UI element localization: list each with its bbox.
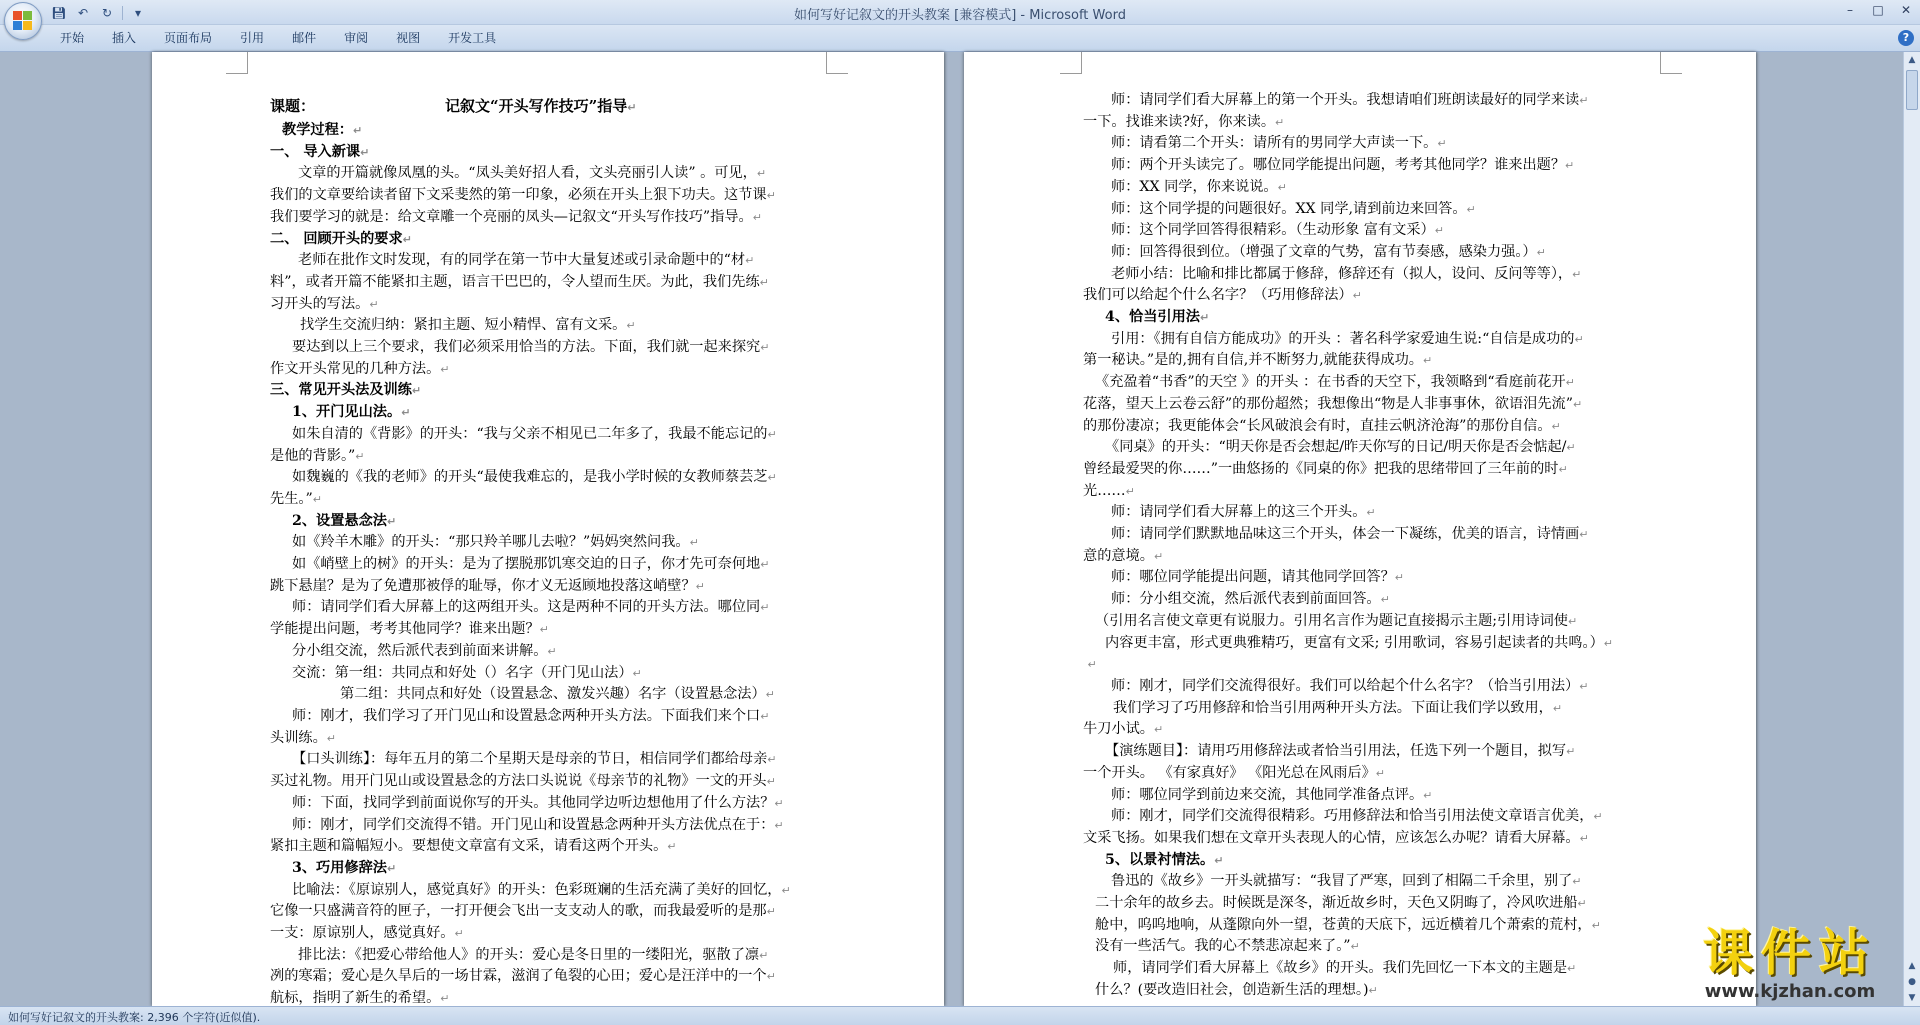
line-text: 一个开头。 《有家真好》 《阳光总在风雨后》 [1083, 764, 1376, 781]
paragraph-line [270, 511, 830, 533]
paragraph-mark-icon: ↵ [1567, 962, 1577, 976]
line-text: 引用：《拥有自信方能成功》的开头 ：著名科学家爱迪生说:“自信是成功的 [1111, 330, 1575, 347]
line-text: 3、巧用修辞法 [292, 859, 387, 876]
line-text: 4、恰当引用法 [1105, 309, 1200, 326]
paragraph-mark-icon: ↵ [1536, 245, 1546, 259]
line-text: 三、常见开头法及训练 [270, 382, 412, 399]
paragraph-mark-icon: ↵ [1579, 528, 1589, 542]
lesson-title-label: 课题： [270, 97, 316, 115]
paragraph-line [270, 229, 830, 251]
paragraph-mark-icon: ↵ [1579, 94, 1589, 107]
line-text: 习开头的写法。 [270, 295, 370, 312]
paragraph-line [1083, 242, 1643, 264]
paragraph-line [270, 663, 830, 685]
paragraph-line [1083, 133, 1643, 155]
line-text: 航标，指明了新生的希望。 [270, 990, 441, 1006]
line-text: 冽的寒霜；爱心是久旱后的一场甘霖，滋润了龟裂的心田；爱心是汪洋中的一个 [270, 968, 767, 985]
paragraph-line [270, 120, 830, 142]
paragraph-mark-icon: ↵ [745, 254, 755, 268]
paragraph-mark-icon: ↵ [1087, 658, 1097, 672]
line-text: 比喻法：《原谅别人，感觉真好》的开头：色彩斑斓的生活充满了美好的回忆， [292, 881, 782, 898]
watermark-title: 课件站 [1703, 924, 1877, 982]
line-text: 如《羚羊木雕》的开头：“那只羚羊哪儿去啦？”妈妈突然问我。 [292, 534, 690, 551]
line-text: 教学过程： [282, 122, 353, 138]
close-icon[interactable]: ✕ [1900, 3, 1912, 17]
paragraph-line [1083, 481, 1643, 503]
paragraph-line [270, 424, 830, 446]
line-text: 第一秘诀。”是的,拥有自信,并不断努力,就能获得成功。 [1083, 352, 1423, 369]
paragraph-line [1083, 763, 1643, 785]
line-text: 我们可以给起个什么名字？（巧用修辞法） [1083, 287, 1353, 304]
line-text: 没有一些活气。我的心不禁悲凉起来了。” [1095, 938, 1351, 955]
line-text: 老师在批作文时发现，有的同学在第一节中大量复述或引录命题中的“材 [298, 252, 746, 269]
paragraph-line [270, 619, 830, 641]
paragraph-line [1083, 285, 1643, 307]
paragraph-mark-icon: ↵ [766, 189, 776, 203]
line-text: 作文开头常见的几种方法。 [270, 360, 441, 377]
paragraph-line [1083, 372, 1643, 394]
line-text: 《充盈着“书香”的天空 》的开头 ：在书香的天空下，我领略到“看庭前花开 [1095, 374, 1566, 391]
paragraph-mark-icon: ↵ [1125, 484, 1135, 498]
line-text: 5、以景衬情法。 [1105, 851, 1215, 868]
line-text: 买过礼物。用开门见山或设置悬念的方法口头说说《母亲节的礼物》一文的开头 [270, 773, 767, 790]
paragraph-mark-icon: ↵ [632, 666, 642, 680]
paragraph-line [270, 858, 830, 880]
paragraph-line [270, 684, 830, 706]
paragraph-mark-icon: ↵ [667, 840, 677, 854]
status-word-count[interactable]: 如何写好记叙文的开头教案: 2,396 个字符(近似值). [8, 1011, 261, 1024]
line-text: （引用名言使文章更有说服力。引用名言作为题记直接揭示主题;引用诗词使 [1095, 612, 1568, 629]
paragraph-mark-icon: ↵ [1466, 202, 1476, 216]
window-title: 如何写好记叙文的开头教案 [兼容模式] - Microsoft Word [794, 8, 1126, 23]
paragraph-mark-icon: ↵ [1574, 332, 1584, 346]
select-browse-object-icon[interactable]: ● [1908, 977, 1916, 987]
paragraph-line [1083, 958, 1643, 980]
line-text: 师，请同学们看大屏幕上《故乡》的开头。我们先回忆一下本文的主题是 [1113, 960, 1568, 977]
tab-mailings[interactable]: 邮件 [292, 31, 317, 45]
paragraph-mark-icon: ↵ [352, 124, 363, 137]
undo-icon[interactable]: ↶ [77, 6, 89, 20]
paragraph-line [270, 966, 830, 988]
paragraph-mark-icon: ↵ [1200, 311, 1210, 325]
line-text: 老师小结：比喻和排比都属于修辞，修辞还有（拟人，设问、反问等等）， [1111, 265, 1573, 282]
line-text: 文采飞扬。如果我们想在文章开头表现人的心情，应该怎么办呢？请看大屏幕。 [1083, 829, 1580, 846]
paragraph-mark-icon: ↵ [766, 970, 776, 984]
paragraph-line [270, 359, 830, 381]
paragraph-line [270, 294, 830, 316]
line-text: 排比法：《把爱心带给他人》的开头：爱心是冬日里的一缕阳光，驱散了凛 [298, 946, 760, 963]
line-text: 我们要学习的就是：给文章雕一个亮丽的凤头—记叙文“开头写作技巧”指导。 [270, 208, 753, 225]
paragraph-line [1083, 980, 1643, 1002]
paragraph-line [270, 815, 830, 837]
paragraph-mark-icon: ↵ [454, 927, 464, 941]
line-text: 什么？(要改造旧社会，创造新生活的理想。) [1095, 981, 1369, 998]
line-text: 如《峭壁上的树》的开头：是为了摆脱那饥寒交迫的日子，你才先可奈何地 [292, 556, 761, 573]
paragraph-mark-icon: ↵ [774, 796, 784, 810]
paragraph-line [1083, 177, 1643, 199]
line-text: 一、 导入新课 [270, 143, 361, 160]
paragraph-mark-icon: ↵ [766, 775, 776, 789]
margin-corner-mark [826, 52, 848, 74]
line-text: 内容更丰富，形式更典雅精巧，更富有文采; 引用歌词，容易引起读者的共鸣。） [1105, 634, 1604, 651]
save-icon[interactable]: 💾︎ [51, 6, 67, 20]
line-text: 曾经最爱哭的你……”一曲悠扬的《同桌的你》把我的思绪带回了三年前的时 [1083, 460, 1559, 477]
paragraph-line [1083, 828, 1643, 850]
paragraph-mark-icon: ↵ [695, 579, 705, 593]
paragraph-line [1083, 502, 1643, 524]
line-text: 如朱自清的《背影》的开头：“我与父亲不相见已二年多了，我最不能忘记的 [292, 425, 768, 442]
paragraph-line [1083, 394, 1643, 416]
line-text: 一下。找谁来读?好，你来读。 [1083, 113, 1276, 130]
paragraph-line [1083, 307, 1643, 329]
paragraph-line [1083, 264, 1643, 286]
paragraph-mark-icon: ↵ [1350, 940, 1360, 954]
paragraph-mark-icon: ↵ [774, 818, 784, 832]
paragraph-mark-icon: ↵ [440, 362, 450, 376]
title-bar [0, 0, 1920, 25]
paragraph-mark-icon: ↵ [411, 384, 422, 398]
paragraph-line [270, 793, 830, 815]
tab-view[interactable]: 视图 [396, 31, 421, 45]
paragraph-mark-icon: ↵ [1366, 506, 1376, 520]
line-text: 师：回答得很到位。（增强了文章的气势，富有节奏感，感染力强。） [1111, 243, 1537, 260]
paragraph-mark-icon: ↵ [1579, 679, 1589, 693]
paragraph-mark-icon: ↵ [1567, 614, 1578, 628]
paragraph-line [270, 901, 830, 923]
paragraph-line [270, 771, 830, 793]
paragraph-mark-icon: ↵ [1380, 593, 1390, 607]
status-bar [0, 1006, 1920, 1025]
paragraph-mark-icon: ↵ [1577, 897, 1587, 911]
window-controls [1836, 0, 1920, 25]
document-area [0, 52, 1920, 1006]
paragraph-mark-icon: ↵ [1579, 831, 1589, 845]
paragraph-line [1083, 893, 1643, 915]
paragraph-line [1083, 915, 1643, 937]
paragraph-line [270, 96, 830, 120]
paragraph-mark-icon: ↵ [369, 297, 379, 311]
paragraph-mark-icon: ↵ [1572, 875, 1582, 889]
line-text: 找学生交流归纳：紧扣主题、短小精悍、富有文采。 [300, 317, 627, 334]
paragraph-line [270, 554, 830, 576]
margin-corner-mark [1060, 52, 1082, 74]
line-text: 师：两个开头读完了。哪位同学能提出问题，考考其他同学？谁来出题？ [1111, 157, 1566, 174]
paragraph-line [270, 467, 830, 489]
scroll-up-icon[interactable]: ▲ [1908, 55, 1916, 65]
line-text: 我们的文章要给读者留下文采斐然的第一印象，必须在开头上狠下功夫。这节课 [270, 187, 767, 204]
line-text: 分小组交流，然后派代表到前面来讲解。 [292, 642, 548, 659]
document-page-right[interactable] [964, 52, 1756, 1006]
line-text: 师：刚才，同学们交流得不错。开门见山和设置悬念两种开头方法优点在于： [292, 816, 775, 833]
paragraph-mark-icon: ↵ [1591, 918, 1601, 932]
paragraph-line [270, 597, 830, 619]
paragraph-mark-icon: ↵ [765, 688, 775, 702]
paragraph-mark-icon: ↵ [402, 232, 412, 246]
line-text: 师：请同学们看大屏幕上的第一个开头。我想请咱们班朗读最好的同学来读 [1111, 92, 1580, 108]
paragraph-line [1083, 589, 1643, 611]
paragraph-mark-icon: ↵ [312, 492, 322, 506]
paragraph-line [1083, 459, 1643, 481]
line-text: 意的意境。 [1083, 547, 1154, 564]
line-text: 一支：原谅别人，感觉真好。 [270, 925, 455, 942]
line-text: 学能提出问题，考考其他同学？谁来出题？ [270, 621, 540, 638]
paragraph-line [270, 337, 830, 359]
page-left-text [270, 96, 830, 1006]
paragraph-mark-icon: ↵ [1551, 419, 1561, 433]
paragraph-line [270, 185, 830, 207]
line-text: 跳下悬崖？是为了免遭那被俘的耻辱，你才义无返顾地投落这峭壁？ [270, 577, 696, 594]
ribbon-tabs [60, 25, 510, 52]
paragraph-mark-icon: ↵ [1552, 701, 1563, 715]
paragraph-line [1083, 90, 1643, 112]
paragraph-mark-icon: ↵ [360, 145, 370, 159]
paragraph-mark-icon: ↵ [1572, 267, 1582, 281]
paragraph-mark-icon: ↵ [781, 883, 791, 897]
paragraph-line [1083, 936, 1643, 958]
line-text: 师：刚才，同学们交流得很好。我们可以给起个什么名字？（恰当引用法） [1111, 677, 1580, 694]
paragraph-line [1083, 329, 1643, 351]
paragraph-mark-icon: ↵ [1593, 810, 1603, 824]
line-text: 交流：第一组：共同点和好处（）名字（开门见山法） [292, 664, 633, 681]
margin-corner-mark [1660, 52, 1682, 74]
line-text: 要达到以上三个要求，我们必须采用恰当的方法。下面，我们就一起来探究 [292, 339, 761, 356]
paragraph-line [270, 576, 830, 598]
paragraph-line [1083, 871, 1643, 893]
watermark-logo [1670, 925, 1910, 1003]
line-text: 师：这个同学回答得很精彩。（生动形象 富有文采） [1111, 222, 1435, 239]
paragraph-mark-icon: ↵ [1434, 224, 1444, 238]
line-text: 我们学习了巧用修辞和恰当引用两种开头方法。下面让我们学以致用， [1113, 699, 1553, 716]
paragraph-mark-icon: ↵ [1603, 636, 1613, 650]
paragraph-mark-icon: ↵ [1153, 549, 1164, 563]
margin-corner-mark [226, 52, 248, 74]
paragraph-mark-icon: ↵ [547, 644, 557, 658]
paragraph-line [270, 532, 830, 554]
paragraph-mark-icon: ↵ [760, 558, 770, 572]
paragraph-mark-icon: ↵ [355, 449, 365, 463]
document-page-left[interactable] [152, 52, 944, 1006]
paragraph-mark-icon: ↵ [1153, 723, 1164, 737]
paragraph-mark-icon: ↵ [1214, 853, 1224, 867]
paragraph-mark-icon: ↵ [1565, 376, 1575, 390]
paragraph-mark-icon: ↵ [1275, 115, 1285, 129]
paragraph-mark-icon: ↵ [440, 992, 450, 1006]
paragraph-mark-icon: ↵ [752, 210, 762, 224]
paragraph-line [1083, 719, 1643, 741]
paragraph-line [270, 207, 830, 229]
paragraph-line [1083, 611, 1643, 633]
line-text: 光…… [1083, 482, 1126, 499]
paragraph-mark-icon: ↵ [1423, 788, 1433, 802]
line-text: 师：刚才，我们学习了开门见山和设置悬念两种开头方法。下面我们来个口 [292, 707, 761, 724]
line-text: 它像一只盛满音符的匣子，一打开便会飞出一支支动人的歌，而我最爱听的是那 [270, 903, 767, 920]
paragraph-line [1083, 199, 1643, 221]
line-text: 师：分小组交流，然后派代表到前面回答。 [1111, 591, 1381, 608]
vertical-scrollbar[interactable] [1903, 52, 1920, 1006]
paragraph-line [270, 402, 830, 424]
line-text: 牛刀小试。 [1083, 721, 1154, 738]
paragraph-line [1083, 112, 1643, 134]
line-text: 紧扣主题和篇幅短小。要想使文章富有文采，请看这两个开头。 [270, 838, 668, 855]
paragraph-line [270, 163, 830, 185]
line-text: 师：请同学们看大屏幕上的这三个开头。 [1111, 504, 1367, 521]
paragraph-mark-icon: ↵ [767, 753, 777, 767]
paragraph-mark-icon: ↵ [326, 731, 336, 745]
paragraph-line [270, 380, 830, 402]
paragraph-line [1083, 155, 1643, 177]
paragraph-line [1083, 524, 1643, 546]
paragraph-line [270, 250, 830, 272]
paragraph-mark-icon: ↵ [626, 319, 636, 333]
paragraph-mark-icon: ↵ [1375, 766, 1385, 780]
paragraph-line [1083, 220, 1643, 242]
paragraph-mark-icon: ↵ [1437, 137, 1447, 151]
paragraph-line [270, 728, 830, 750]
paragraph-line [270, 272, 830, 294]
line-text: 师：哪位同学到前边来交流，其他同学准备点评。 [1111, 786, 1424, 803]
paragraph-line [270, 749, 830, 771]
paragraph-mark-icon: ↵ [539, 623, 549, 637]
line-text: 师：请同学们默默地品味这三个开头，体会一下凝练，优美的语言，诗情画 [1111, 526, 1580, 543]
paragraph-mark-icon: ↵ [1565, 159, 1575, 173]
paragraph-mark-icon: ↵ [760, 709, 770, 723]
paragraph-line [1083, 698, 1643, 720]
line-text: 二、 回顾开头的要求 [270, 230, 403, 247]
line-text: 文章的开篇就像凤凰的头。“凤头美好招人看，文头亮丽引人读” 。可见， [298, 165, 757, 182]
paragraph-mark-icon: ↵ [689, 536, 699, 550]
paragraph-line [1083, 785, 1643, 807]
line-text: 1、开门见山法。 [292, 404, 402, 421]
line-text: 第二组：共同点和好处（设置悬念、激发兴趣）名字（设置悬念法） [340, 686, 766, 703]
paragraph-mark-icon: ↵ [1566, 441, 1576, 455]
paragraph-line [1083, 437, 1643, 459]
paragraph-mark-icon: ↵ [1572, 397, 1583, 411]
line-text: 师：刚才，同学们交流得很精彩。巧用修辞法和恰当引用法使文章语言优美， [1111, 808, 1594, 825]
paragraph-mark-icon: ↵ [1277, 180, 1287, 194]
paragraph-line [1083, 676, 1643, 698]
paragraph-line [270, 923, 830, 945]
scrollbar-thumb[interactable] [1906, 70, 1918, 110]
paragraph-mark-icon: ↵ [1423, 354, 1433, 368]
paragraph-mark-icon: ↵ [401, 406, 411, 420]
line-text: 是他的背影。” [270, 447, 356, 464]
line-text: 【演练题目】：请用巧用修辞法或者恰当引用法，任选下列一个题目，拟写 [1105, 743, 1567, 760]
line-text: 师：哪位同学能提出问题，请其他同学回答？ [1111, 569, 1395, 586]
paragraph-mark-icon: ↵ [760, 341, 770, 355]
maximize-icon[interactable]: □ [1872, 3, 1884, 17]
paragraph-mark-icon: ↵ [767, 471, 777, 485]
paragraph-line [1083, 546, 1643, 568]
tab-references[interactable]: 引用 [240, 31, 265, 45]
paragraph-mark-icon: ↵ [387, 514, 397, 528]
tab-page-layout[interactable]: 页面布局 [164, 31, 213, 45]
line-text: 师：XX 同学，你来说说。 [1111, 178, 1278, 195]
paragraph-mark-icon: ↵ [1352, 289, 1362, 303]
customize-icon[interactable]: ▾ [134, 6, 142, 20]
paragraph-mark-icon: ↵ [759, 275, 769, 289]
minimize-icon[interactable]: – [1847, 3, 1853, 17]
paragraph-line [270, 836, 830, 858]
paragraph-line [270, 988, 830, 1006]
line-text: 《同桌》的开头：“明天你是否会想起/昨天你写的日记/明天你是否会惦起/ [1105, 439, 1567, 456]
paragraph-mark-icon: ↵ [1394, 571, 1404, 585]
previous-page-icon[interactable]: ▲ [1908, 961, 1916, 971]
line-text: 舱中，呜呜地响，从蓬隙向外一望，苍黄的天底下，远近横着几个萧索的荒村， [1095, 916, 1592, 933]
tab-home[interactable]: 开始 [60, 31, 85, 45]
paragraph-line [1083, 806, 1643, 828]
paragraph-mark-icon: ↵ [756, 167, 767, 181]
paragraph-line [270, 489, 830, 511]
office-logo-icon [13, 11, 33, 31]
paragraph-mark-icon: ↵ [759, 948, 769, 962]
next-page-icon[interactable]: ▼ [1908, 993, 1916, 1003]
watermark-url: www.kjzhan.com [1704, 981, 1876, 1002]
paragraph-line [1083, 654, 1643, 676]
line-text: 先生。” [270, 490, 313, 507]
paragraph-mark-icon: ↵ [627, 101, 637, 114]
paragraph-line [270, 945, 830, 967]
line-text: 师：请看第二个开头：请所有的男同学大声读一下。 [1111, 135, 1438, 152]
paragraph-line [270, 641, 830, 663]
paragraph-mark-icon: ↵ [1566, 745, 1576, 759]
line-text: 师：请同学们看大屏幕上的这两组开头。这是两种不同的开头方法。哪位同 [292, 599, 761, 616]
ribbon-tab-bar [0, 25, 1920, 52]
paragraph-mark-icon: ↵ [760, 601, 770, 615]
line-text: 料”，或者开篇不能紧扣主题，语言干巴巴的，令人望而生厌。为此，我们先练 [270, 273, 760, 290]
paragraph-line [270, 142, 830, 164]
line-text: 师：这个同学提的问题很好。XX 同学,请到前边来回答。 [1111, 200, 1467, 217]
paragraph-line [1083, 850, 1643, 872]
paragraph-line [270, 315, 830, 337]
paragraph-line [1083, 567, 1643, 589]
help-icon[interactable]: ? [1898, 30, 1914, 46]
lesson-title: 记叙文“开头写作技巧”指导 [445, 97, 628, 115]
page-right-text [1083, 90, 1643, 1002]
tab-review[interactable]: 审阅 [344, 31, 369, 45]
line-text: 2、设置悬念法 [292, 512, 387, 529]
office-button[interactable] [4, 2, 42, 40]
paragraph-mark-icon: ↵ [1558, 462, 1568, 476]
paragraph-mark-icon: ↵ [1368, 983, 1378, 997]
paragraph-mark-icon: ↵ [767, 427, 777, 441]
line-text: 【口头训练】：每年五月的第二个星期天是母亲的节日，相信同学们都给母亲 [292, 751, 768, 768]
line-text: 如魏巍的《我的老师》的开头“最使我难忘的，是我小学时候的女教师蔡芸芝 [292, 469, 768, 486]
paragraph-line [1083, 741, 1643, 763]
line-text: 头训练。 [270, 729, 327, 746]
line-text: 鲁迅的《故乡》一开头就描写：“我冒了严寒，回到了相隔二千余里，别了 [1111, 873, 1573, 890]
paragraph-line [270, 706, 830, 728]
line-text: 花落，望天上云卷云舒”的那份超然；我想像出“物是人非事事休，欲语泪先流” [1083, 395, 1573, 412]
line-text: 二十余年的故乡去。时候既是深冬，渐近故乡时，天色又阴晦了，冷风吹进船 [1095, 895, 1578, 912]
paragraph-line [1083, 633, 1643, 655]
redo-icon[interactable]: ↻ [101, 6, 113, 20]
paragraph-line [270, 446, 830, 468]
line-text: 师：下面，找同学到前面说你写的开头。其他同学边听边想他用了什么方法？ [292, 794, 775, 811]
paragraph-line [1083, 350, 1643, 372]
paragraph-line [1083, 416, 1643, 438]
paragraph-line [270, 880, 830, 902]
paragraph-mark-icon: ↵ [766, 905, 776, 919]
line-text: 的那份凄凉；我更能体会“长风破浪会有时，直挂云帆济沧海”的那份自信。 [1083, 417, 1552, 434]
tab-insert[interactable]: 插入 [112, 31, 137, 45]
tab-developer[interactable]: 开发工具 [448, 31, 497, 45]
paragraph-mark-icon: ↵ [387, 861, 397, 875]
